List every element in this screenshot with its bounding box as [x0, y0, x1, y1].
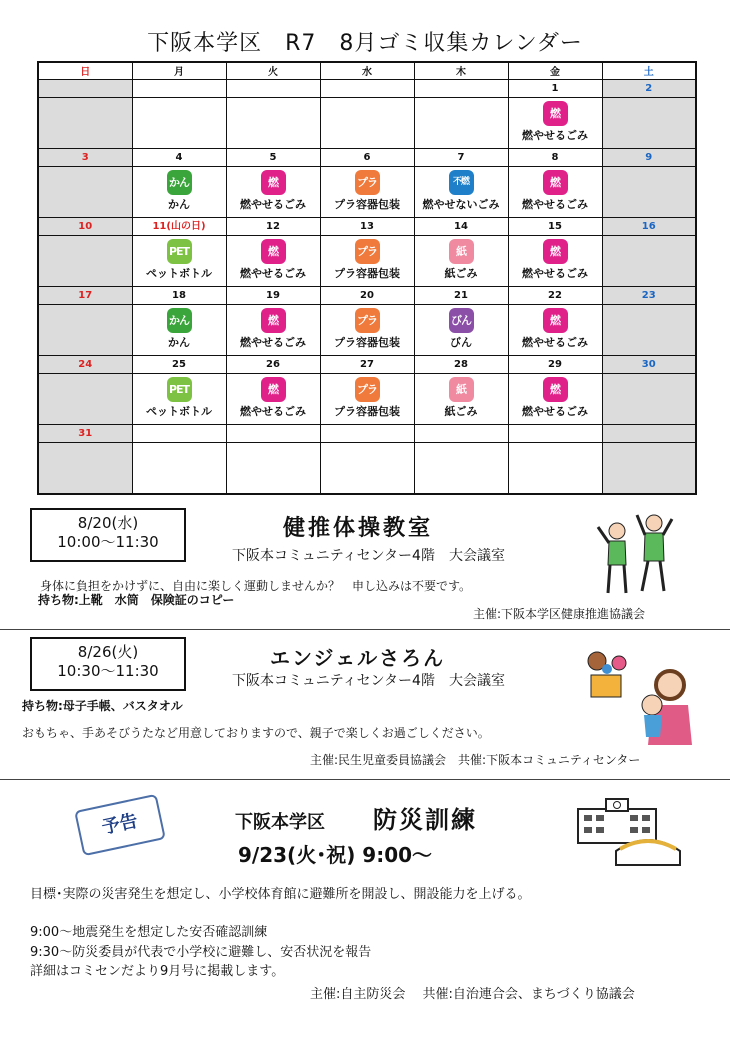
- day-number: 15: [508, 218, 602, 236]
- day-cell: [414, 167, 508, 218]
- day-cell: [226, 167, 320, 218]
- day-cell: [132, 443, 226, 495]
- collection-label: ペットボトル: [146, 267, 212, 280]
- burnable-icon: 燃: [543, 170, 568, 195]
- can-icon: かん: [167, 170, 192, 195]
- weekday-mon: 月: [132, 62, 226, 80]
- day-cell: [226, 443, 320, 495]
- event2-time: 10:30～11:30: [57, 662, 159, 680]
- collection-label: プラ容器包装: [334, 405, 400, 418]
- event2-title: エンジェルさろん: [270, 646, 446, 670]
- day-cell: [38, 374, 132, 425]
- paper-icon: 紙: [449, 377, 474, 402]
- event1-description: 身体に負担をかけずに、自由に楽しく運動しませんか？ 申し込みは不要です。: [40, 579, 472, 593]
- day-number: 3: [38, 149, 132, 167]
- day-cell: [226, 374, 320, 425]
- day-cell: [414, 305, 508, 356]
- event3-datetime: 9/23(火･祝) 9:00～: [238, 843, 433, 867]
- day-cell: [38, 236, 132, 287]
- day-cell: [508, 305, 602, 356]
- collection-label: 燃やせないごみ: [422, 198, 500, 211]
- event1-date: 8/20(水): [77, 514, 139, 532]
- day-number: 27: [320, 356, 414, 374]
- page-title: 下阪本学区 R7 8月ゴミ収集カレンダー: [147, 31, 583, 56]
- day-cell: [602, 167, 696, 218]
- weekday-wed: 水: [320, 62, 414, 80]
- day-cell: [132, 167, 226, 218]
- day-cell: [132, 98, 226, 149]
- day-number: [320, 425, 414, 443]
- event3-schedule-2: 9:30～防災委員が代表で小学校に避難し、安否状況を報告: [30, 945, 372, 960]
- day-number: 21: [414, 287, 508, 305]
- day-number: 5: [226, 149, 320, 167]
- day-number: 14: [414, 218, 508, 236]
- event3-purpose: 目標･実際の災害発生を想定し、小学校体育館に避難所を開設し、開設能力を上げる。: [30, 887, 531, 902]
- day-cell: [602, 98, 696, 149]
- bottle-icon: びん: [449, 308, 474, 333]
- collection-label: かん: [168, 198, 190, 211]
- day-cell: [132, 374, 226, 425]
- event2-host: 主催:民生児童委員協議会 共催:下阪本コミュニティセンター: [310, 753, 641, 767]
- day-number: [602, 425, 696, 443]
- pet-bottle-icon: PET: [167, 377, 192, 402]
- plastic-icon: プラ: [355, 170, 380, 195]
- burnable-icon: 燃: [543, 308, 568, 333]
- toys-illustration: [575, 645, 635, 705]
- event1-items: 持ち物:上靴 水筒 保険証のコピー: [38, 593, 235, 607]
- day-cell: [320, 98, 414, 149]
- day-number: 7: [414, 149, 508, 167]
- day-number: 12: [226, 218, 320, 236]
- event2-date: 8/26(火): [77, 643, 139, 661]
- day-cell: [132, 305, 226, 356]
- event2-venue: 下阪本コミュニティセンター4階 大会議室: [232, 673, 505, 689]
- day-cell: [508, 167, 602, 218]
- weekday-sat: 土: [602, 62, 696, 80]
- day-cell: [414, 443, 508, 495]
- collection-label: 燃やせるごみ: [240, 198, 306, 211]
- day-number: 31: [38, 425, 132, 443]
- day-cell: [38, 167, 132, 218]
- day-cell: [226, 98, 320, 149]
- event2-datetime-box: [30, 637, 186, 691]
- day-number: 19: [226, 287, 320, 305]
- day-number: 10: [38, 218, 132, 236]
- day-number: 6: [320, 149, 414, 167]
- collection-label: 燃やせるごみ: [522, 198, 588, 211]
- collection-label: 燃やせるごみ: [522, 129, 588, 142]
- day-cell: [320, 236, 414, 287]
- preview-badge: 予告: [74, 794, 166, 856]
- pet-bottle-icon: PET: [167, 239, 192, 264]
- collection-label: 燃やせるごみ: [240, 267, 306, 280]
- section-divider: [0, 779, 730, 780]
- day-number: [132, 425, 226, 443]
- day-number: 20: [320, 287, 414, 305]
- day-number: 4: [132, 149, 226, 167]
- day-number: 22: [508, 287, 602, 305]
- mother-child-illustration: [632, 665, 694, 745]
- weekday-tue: 火: [226, 62, 320, 80]
- day-number: 18: [132, 287, 226, 305]
- can-icon: かん: [167, 308, 192, 333]
- day-cell: [414, 236, 508, 287]
- day-number: 24: [38, 356, 132, 374]
- event1-time: 10:00～11:30: [57, 533, 159, 551]
- collection-label: かん: [168, 336, 190, 349]
- plastic-icon: プラ: [355, 377, 380, 402]
- day-number: [226, 80, 320, 98]
- day-number: 28: [414, 356, 508, 374]
- event2-description: おもちゃ、手あそびうたなど用意しておりますので、親子で楽しくお過ごしください。: [22, 726, 490, 740]
- collection-label: 燃やせるごみ: [522, 405, 588, 418]
- plastic-icon: プラ: [355, 239, 380, 264]
- day-cell: [602, 443, 696, 495]
- day-number: 2: [602, 80, 696, 98]
- exercise-people-illustration: [592, 505, 684, 597]
- day-cell: [320, 305, 414, 356]
- weekday-header-row: [38, 62, 696, 80]
- day-number: [320, 80, 414, 98]
- paper-icon: 紙: [449, 239, 474, 264]
- event1-host: 主催:下阪本学区健康推進協議会: [473, 607, 646, 621]
- section-divider: [0, 629, 730, 630]
- day-number: 8: [508, 149, 602, 167]
- event3-schedule-1: 9:00～地震発生を想定した安否確認訓練: [30, 925, 268, 940]
- day-number: 16: [602, 218, 696, 236]
- collection-label: 紙ごみ: [444, 405, 478, 418]
- burnable-icon: 燃: [261, 239, 286, 264]
- burnable-icon: 燃: [261, 377, 286, 402]
- day-cell: [320, 374, 414, 425]
- day-number: 30: [602, 356, 696, 374]
- day-cell: [132, 236, 226, 287]
- day-cell: [38, 443, 132, 495]
- day-cell: [508, 236, 602, 287]
- collection-label: 燃やせるごみ: [240, 405, 306, 418]
- event3-details-note: 詳細はコミセンだより9月号に掲載します。: [30, 964, 285, 979]
- collection-label: プラ容器包装: [334, 267, 400, 280]
- collection-label: プラ容器包装: [334, 198, 400, 211]
- day-number: [414, 425, 508, 443]
- day-cell: [602, 305, 696, 356]
- collection-label: 紙ごみ: [444, 267, 478, 280]
- event3-title: 防災訓練: [373, 806, 477, 834]
- day-number: [132, 80, 226, 98]
- day-cell: [508, 443, 602, 495]
- non-burnable-icon: 不燃: [449, 170, 474, 195]
- day-cell: [226, 236, 320, 287]
- school-building-illustration: [576, 797, 686, 867]
- collection-label: 燃やせるごみ: [522, 267, 588, 280]
- day-number: 25: [132, 356, 226, 374]
- day-number: 13: [320, 218, 414, 236]
- burnable-icon: 燃: [543, 377, 568, 402]
- event1-title: 健推体操教室: [283, 516, 434, 541]
- weekday-fri: 金: [508, 62, 602, 80]
- day-number: 9: [602, 149, 696, 167]
- day-number: 1: [508, 80, 602, 98]
- day-number: 26: [226, 356, 320, 374]
- day-cell: [38, 305, 132, 356]
- burnable-icon: 燃: [543, 101, 568, 126]
- plastic-icon: プラ: [355, 308, 380, 333]
- day-number-holiday: 11(山の日): [132, 218, 226, 236]
- day-number: [508, 425, 602, 443]
- weekday-sun: 日: [38, 62, 132, 80]
- garbage-calendar: [37, 61, 697, 495]
- weekday-thu: 木: [414, 62, 508, 80]
- day-number: 17: [38, 287, 132, 305]
- event2-items: 持ち物:母子手帳、バスタオル: [22, 699, 183, 713]
- event3-district: 下阪本学区: [235, 812, 325, 833]
- burnable-icon: 燃: [261, 170, 286, 195]
- day-cell: [414, 374, 508, 425]
- burnable-icon: 燃: [261, 308, 286, 333]
- burnable-icon: 燃: [543, 239, 568, 264]
- day-number: [226, 425, 320, 443]
- collection-label: びん: [450, 336, 472, 349]
- day-cell: [602, 374, 696, 425]
- event1-venue: 下阪本コミュニティセンター4階 大会議室: [232, 548, 505, 564]
- collection-label: プラ容器包装: [334, 336, 400, 349]
- day-cell: [38, 98, 132, 149]
- collection-label: ペットボトル: [146, 405, 212, 418]
- day-cell: [320, 167, 414, 218]
- collection-label: 燃やせるごみ: [240, 336, 306, 349]
- event1-datetime-box: [30, 508, 186, 562]
- day-cell: [602, 236, 696, 287]
- event3-host: 主催:自主防災会 共催:自治連合会、まちづくり協議会: [310, 987, 635, 1002]
- day-number: 29: [508, 356, 602, 374]
- day-cell: [414, 98, 508, 149]
- day-number: [414, 80, 508, 98]
- collection-label: 燃やせるごみ: [522, 336, 588, 349]
- day-cell: [226, 305, 320, 356]
- day-cell: [508, 374, 602, 425]
- day-number: [38, 80, 132, 98]
- day-cell: [320, 443, 414, 495]
- day-cell: [508, 98, 602, 149]
- day-number: 23: [602, 287, 696, 305]
